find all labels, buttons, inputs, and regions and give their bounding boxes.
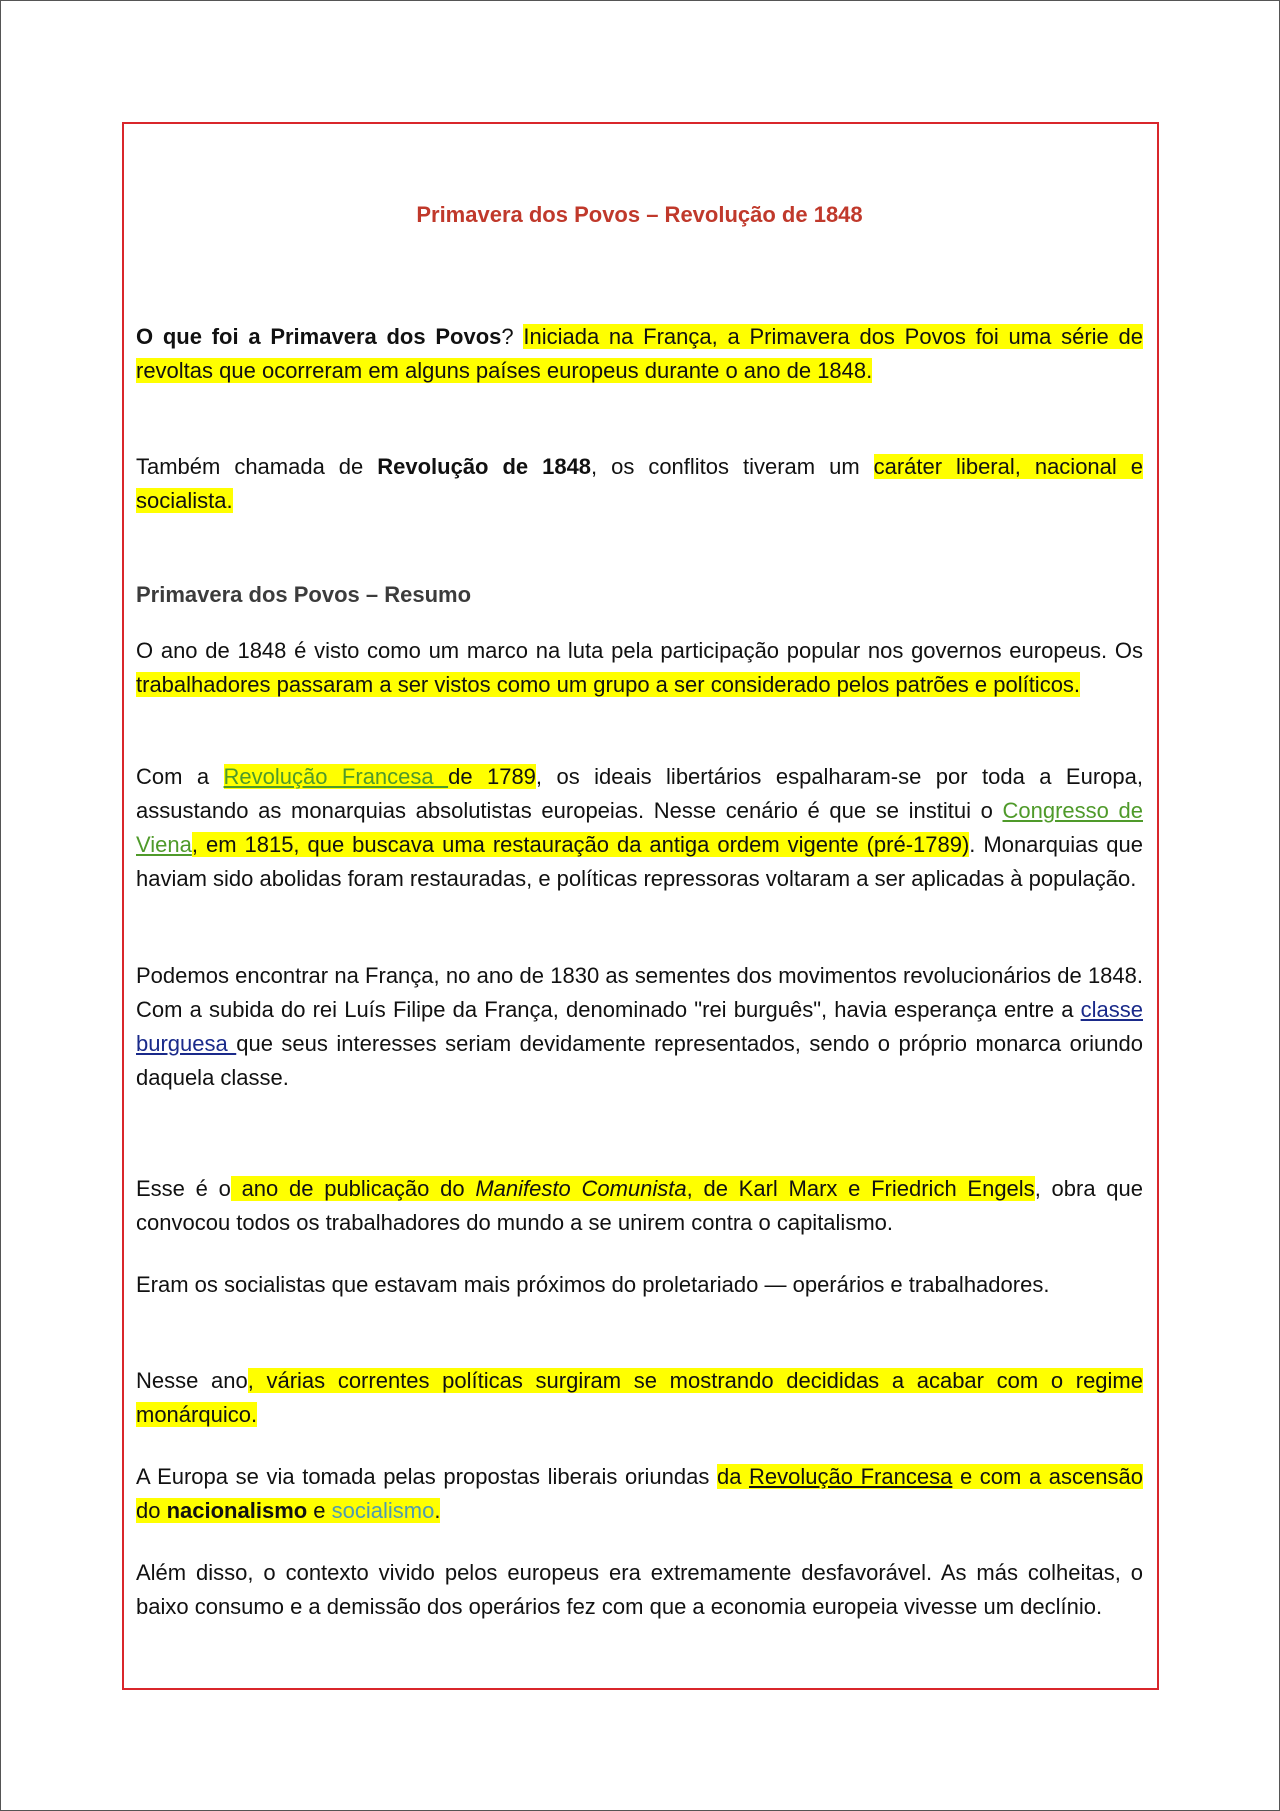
link-socialismo[interactable]: socialismo xyxy=(331,1498,435,1523)
text: , os ideais libertários espalharam-se por toda a Europa, assustando as monarquias absolutistas europeias. Nesse cenário é que se institui o xyxy=(136,764,1143,823)
paragraph-context: Além disso, o contexto vivido pelos europeus era extremamente desfavorável. As más colheitas, o baixo consumo e a demissão dos operários fez com que a economia europeia vivesse um declínio. xyxy=(136,1560,1143,1619)
document-title: Primavera dos Povos – Revolução de 1848 xyxy=(416,202,863,227)
paragraph-manifesto xyxy=(136,1172,1143,1240)
highlight: , várias correntes políticas surgiram se mostrando decididas a acabar com o regime monárquico. xyxy=(136,1368,1143,1427)
paragraph-1848 xyxy=(136,634,1143,702)
text: A Europa se via tomada pelas propostas liberais oriundas xyxy=(136,1464,717,1489)
link-classe-burguesa[interactable]: classe burguesa xyxy=(136,997,1143,1056)
text: . Monarquias que haviam sido abolidas foram restauradas, e políticas repressoras voltaram a ser aplicadas à população. xyxy=(136,832,1144,891)
highlight: Iniciada na França, a Primavera dos Povos foi uma série de revoltas que ocorreram em alguns países europeus durante o ano de 1848. xyxy=(136,324,1143,383)
paragraph-french-revolution xyxy=(136,760,1143,896)
highlight: e com a ascensão do xyxy=(136,1464,1143,1523)
paragraph-intro xyxy=(136,320,1143,388)
highlight: . xyxy=(434,1498,441,1523)
italic-title: Manifesto Comunista xyxy=(475,1176,687,1201)
text: Com a xyxy=(136,764,224,789)
link-revolucao-francesa-2[interactable]: Revolução Francesa xyxy=(749,1464,953,1489)
bold-text: nacionalismo xyxy=(166,1498,308,1523)
text: Também chamada de xyxy=(136,454,378,479)
highlight: ano de publicação do xyxy=(230,1176,476,1201)
text: Podemos encontrar na França, no ano de 1830 as sementes dos movimentos revolucionários de 1848. Com a subida do rei Luís Filipe da França, denominado "rei burguês", havia esperança entre a xyxy=(136,963,1143,1022)
link-revolucao-francesa[interactable]: Revolução Francesa xyxy=(223,764,449,789)
paragraph-socialists: Eram os socialistas que estavam mais próximos do proletariado — operários e trabalhadores. xyxy=(136,1272,1050,1297)
paragraph-also-called xyxy=(136,450,1143,518)
highlight: trabalhadores passaram a ser vistos como um grupo a ser considerado pelos patrões e políticos. xyxy=(136,672,1081,697)
text: Esse é o xyxy=(136,1176,231,1201)
highlight: caráter liberal, nacional e socialista. xyxy=(136,454,1143,513)
text: , obra que convocou todos os trabalhadores do mundo a se unirem contra o capitalismo. xyxy=(136,1176,1144,1235)
paragraph-currents xyxy=(136,1364,1143,1432)
text: , os conflitos tiveram um xyxy=(591,454,874,479)
highlight: , em 1815, que buscava uma restauração da antiga ordem vigente (pré-1789) xyxy=(191,832,970,857)
question-bold: O que foi a Primavera dos Povos xyxy=(136,324,502,349)
bold-text: Revolução de 1848 xyxy=(377,454,592,479)
highlight: e xyxy=(307,1498,332,1523)
text: que seus interesses seriam devidamente representados, sendo o próprio monarca oriundo daquela classe. xyxy=(136,1031,1143,1090)
text: O ano de 1848 é visto como um marco na luta pela participação popular nos governos europeus. Os xyxy=(136,638,1143,663)
link-congresso-de-viena[interactable]: Congresso de Viena xyxy=(136,798,1143,857)
paragraph-1830 xyxy=(136,959,1143,1095)
text: ? xyxy=(501,324,524,349)
highlight: da xyxy=(716,1464,750,1489)
section-heading: Primavera dos Povos – Resumo xyxy=(136,582,472,607)
highlight: , de Karl Marx e Friedrich Engels xyxy=(686,1176,1035,1201)
text: Nesse ano xyxy=(136,1368,248,1393)
paragraph-europe xyxy=(136,1460,1143,1528)
highlight: de 1789 xyxy=(448,764,536,789)
